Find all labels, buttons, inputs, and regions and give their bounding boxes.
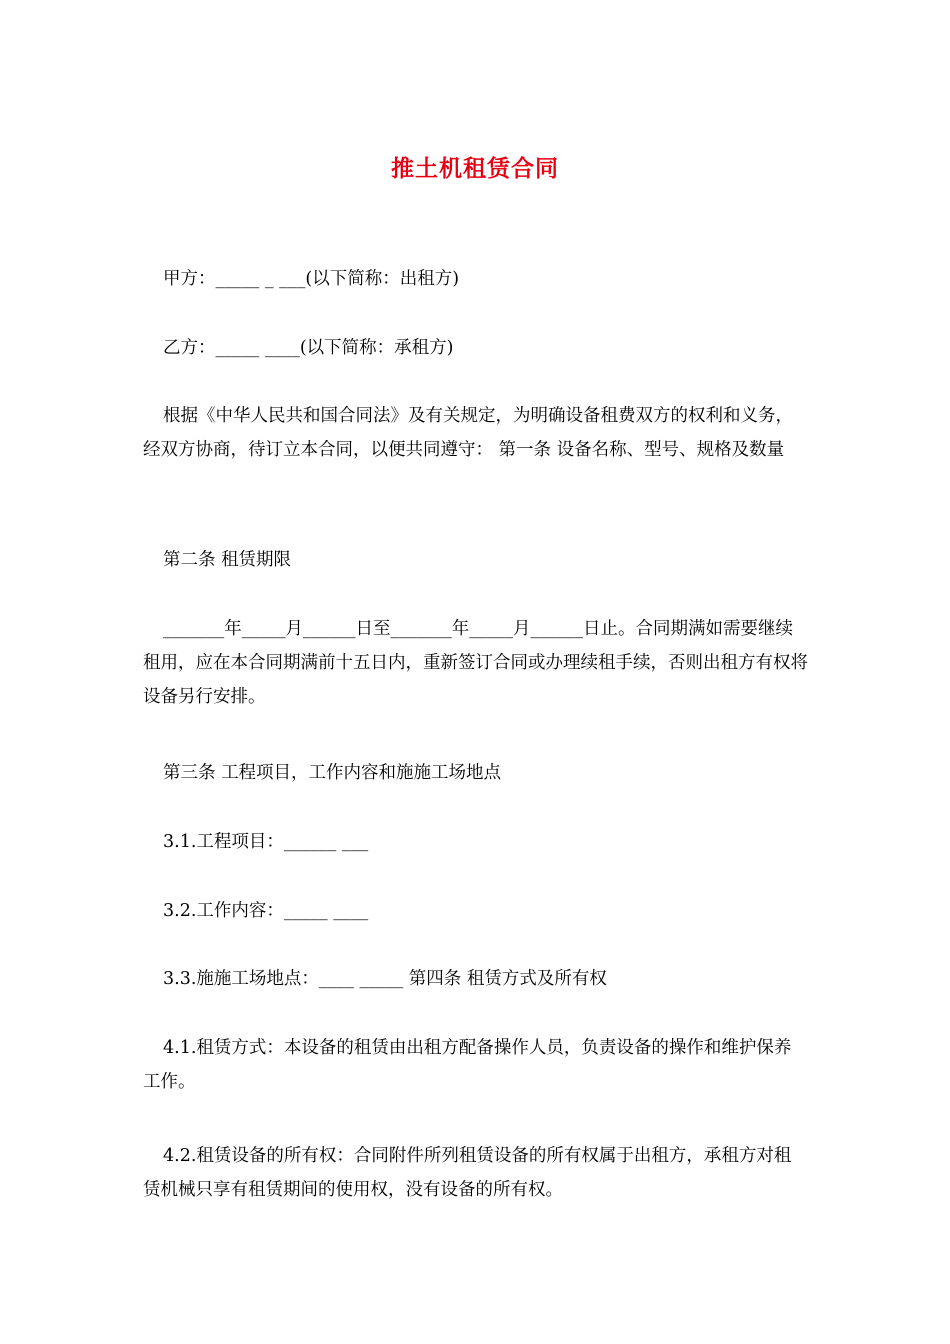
party-b-line: 乙方：_____ ____(以下简称：承租方) [163,338,454,358]
clause-3-2: 3.2.工作内容：_____ ____ [163,901,369,921]
clause-3-3: 3.3.施施工场地点：____ _____ 第四条 租赁方式及所有权 [163,969,607,989]
clause-4-2: 4.2.租赁设备的所有权：合同附件所列租赁设备的所有权属于出租方，承租方对租赁机械只享有租赁期间的使用权，没有设备的所有权。 [143,1146,792,1200]
document-title: 推土机租赁合同 [391,156,559,182]
article-3-heading: 第三条 工程项目，工作内容和施施工场地点 [163,763,502,783]
article-2-heading: 第二条 租赁期限 [163,550,292,570]
preamble-paragraph: 根据《中华人民共和国合同法》及有关规定，为明确设备租费双方的权利和义务，经双方协商，待订立本合同，以便共同遵守： 第一条 设备名称、型号、规格及数量 [143,406,793,460]
lease-term-paragraph: _______年_____月______日至_______年_____月______日止。合同期满如需要继续租用，应在本合同期满前十五日内，重新签订合同或办理续租手续，否则出租方有权将设备另行安排。 [143,619,808,707]
party-a-line: 甲方：_____ _ ___(以下简称：出租方) [163,269,460,289]
clause-3-1: 3.1.工程项目：______ ___ [163,832,369,852]
clause-4-1: 4.1.租赁方式：本设备的租赁由出租方配备操作人员，负责设备的操作和维护保养工作。 [143,1038,792,1092]
